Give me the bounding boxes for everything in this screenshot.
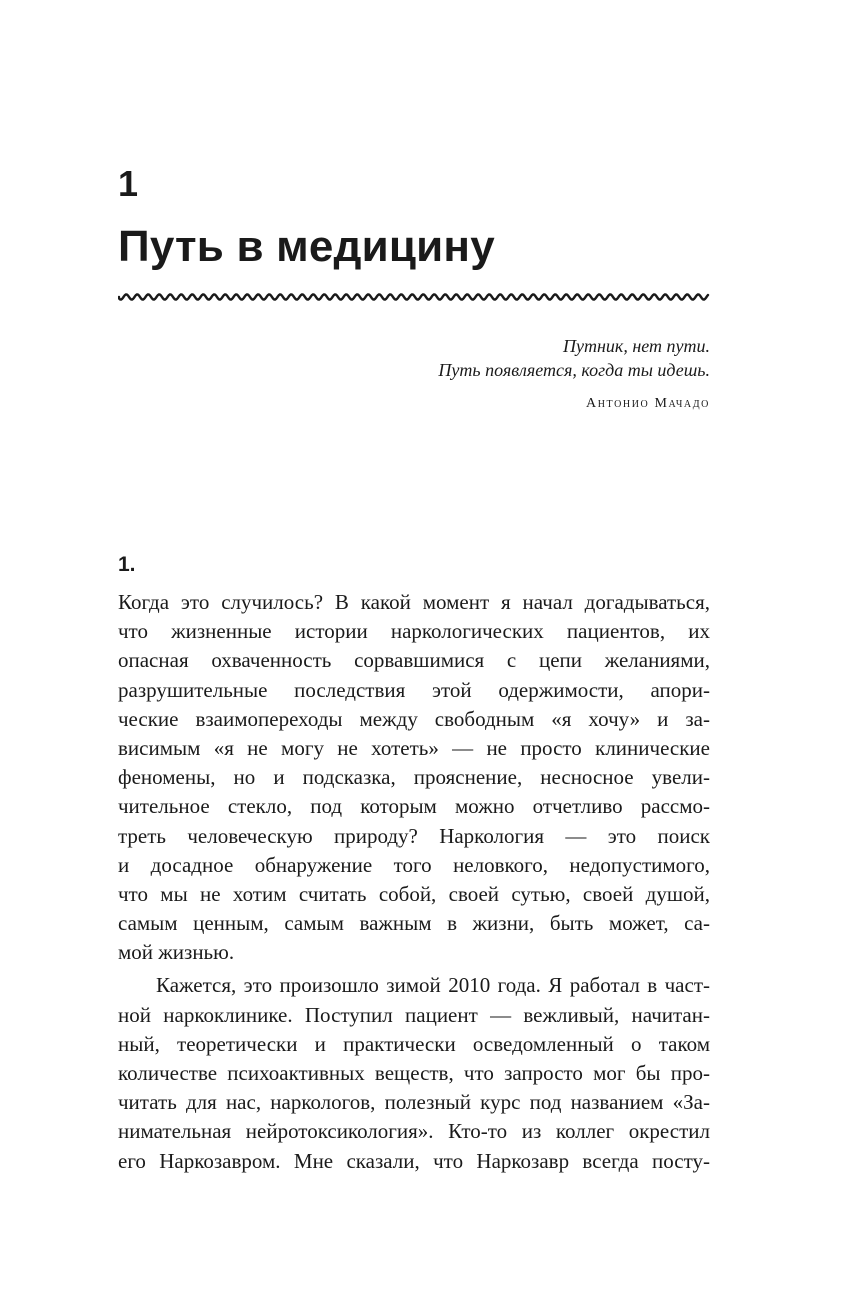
text-line: и досадное обнаружение того неловкого, недопустимого,	[118, 852, 710, 877]
wavy-divider-line	[119, 294, 708, 299]
text-line: что мы не хотим считать собой, своей сутью, своей душой,	[118, 881, 710, 906]
chapter-title: Путь в медицину	[118, 222, 495, 271]
text-line: читать для нас, наркологов, полезный курс под названием «За-	[118, 1090, 710, 1115]
text-line: количестве психоактивных веществ, что запросто мог бы про-	[118, 1061, 710, 1085]
text-line: Когда это случилось? В какой момент я начал догадываться,	[118, 590, 710, 614]
text-line: ческие взаимопереходы между свободным «я хочу» и за-	[118, 706, 710, 731]
text-line: Кажется, это произошло зимой 2010 года. Я работал в част-	[156, 973, 710, 998]
text-line: опасная охваченность сорвавшимися с цепи желаниями,	[118, 648, 710, 673]
text-line: что жизненные истории наркологических пациентов, их	[118, 619, 710, 644]
epigraph-line: Путник, нет пути.	[562, 336, 710, 356]
text-line: мой жизнью.	[118, 940, 235, 965]
section-number: 1.	[118, 553, 136, 576]
text-line: его Наркозавром. Мне сказали, что Наркозавр всегда посту-	[118, 1148, 710, 1173]
epigraph	[150, 334, 710, 414]
epigraph-author: Антонио Мачадо	[585, 396, 710, 411]
text-line: нимательная нейротоксикология». Кто-то из коллег окрестил	[118, 1119, 710, 1144]
text-line: чительное стекло, под которым можно отчетливо рассмо-	[118, 794, 710, 819]
text-line: разрушительные последствия этой одержимости, апори-	[118, 677, 710, 702]
text-line: висимым «я не могу не хотеть» — не просто клинические	[118, 735, 710, 760]
body-text	[118, 588, 710, 1176]
text-line: ный, теоретически и практически осведомленный о таком	[118, 1031, 710, 1056]
text-line: самым ценным, самым важным в жизни, быть может, са-	[118, 911, 710, 936]
paragraph-2	[118, 971, 710, 1175]
epigraph-line: Путь появляется, когда ты идешь.	[438, 360, 710, 380]
text-line: феномены, но и подсказка, прояснение, несносное увели-	[118, 765, 710, 790]
text-line: треть человеческую природу? Наркология — это поиск	[118, 823, 710, 848]
text-line: ной наркоклинике. Поступил пациент — вежливый, начитан-	[118, 1002, 710, 1027]
chapter-number: 1	[118, 163, 139, 204]
paragraph-1	[118, 588, 710, 967]
wavy-divider	[118, 290, 710, 304]
